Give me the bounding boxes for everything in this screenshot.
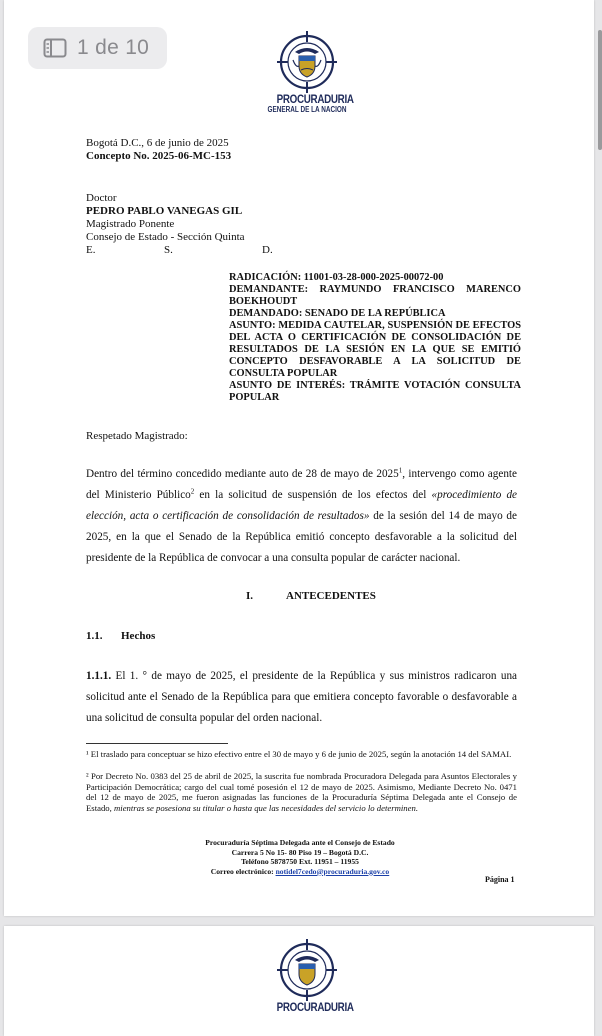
- footer-address: Carrera 5 No 15- 80 Piso 19 – Bogotá D.C.: [231, 847, 369, 857]
- page-number: Página 1: [485, 875, 515, 884]
- subsection-title: Hechos: [121, 630, 156, 642]
- footer-email-label: Correo electrónico:: [210, 866, 276, 876]
- footer-email-line: [150, 867, 450, 877]
- sidebar-toggle-icon: [43, 38, 67, 58]
- fact-paragraph: [86, 666, 517, 729]
- radicacion: RADICACIÓN: 11001-03-28-000-2025-00072-00: [229, 272, 444, 283]
- esd-e: E.: [86, 244, 96, 256]
- procuraduria-logo: [267, 30, 354, 126]
- document-page-2: [4, 926, 594, 1036]
- footnote-2-text: ² Por Decreto No. 0383 del 25 de abril de 2025, la suscrita fue nombrada Procuradora Delegada para Asuntos Electorales y Participación Democrática; cargo del cual tomé posesión el 12 de mayo de 2025. Asimismo, Mediante Decreto No. 0471 del 12 de mayo de 2025, me fueron asignadas las funciones de la Procuraduría Séptima Delegada ante el Consejo de Estado,: [86, 771, 517, 813]
- section-number: I.: [246, 590, 254, 602]
- footnote-1: ¹ El traslado para conceptuar se hizo efectivo entre el 30 de mayo y 6 de junio de 2025, según la anotación 14 del SAMAI.: [86, 749, 512, 759]
- footnote-ref-1[interactable]: 1: [398, 466, 403, 475]
- page-indicator[interactable]: [28, 27, 167, 69]
- demandante: DEMANDANTE: RAYMUNDO FRANCISCO MARENCO BOEKHOUDT: [229, 284, 521, 307]
- asunto: ASUNTO: MEDIDA CAUTELAR, SUSPENSIÓN DE EFECTOS DEL ACTA O CERTIFICACIÓN DE CONSOLIDACIÓN DE RESULTADOS DE LA SESIÓN EN LA QUE SE EMITIÓ CONCEPTO DESFAVORABLE A LA SOLICITUD DE CONSULTA POPULAR: [229, 320, 521, 379]
- greeting: Respetado Magistrado:: [86, 430, 188, 442]
- footnote-2: [86, 771, 517, 813]
- logo-title-page2: PROCURADURIA: [276, 1000, 354, 1014]
- intro-quote: «procedimiento de elección, acta o certificación de consolidación de resultados»: [86, 489, 518, 522]
- coat-of-arms-icon: [277, 938, 337, 1002]
- footer-office: Procuraduría Séptima Delegada ante el Consejo de Estado: [205, 838, 395, 847]
- section-title: ANTECEDENTES: [286, 590, 376, 602]
- procuraduria-logo-page2: [270, 938, 354, 1034]
- case-reference-block: [229, 272, 521, 404]
- concept-number: Concepto No. 2025-06-MC-153: [86, 150, 232, 162]
- recipient-name: PEDRO PABLO VANEGAS GIL: [86, 205, 243, 217]
- place-date: Bogotá D.C., 6 de junio de 2025: [86, 137, 229, 149]
- coat-of-arms-icon: [277, 30, 337, 94]
- intro-text-3: en la solicitud de suspensión de los efectos del: [194, 489, 432, 501]
- page-footer: [150, 838, 450, 876]
- intro-text-1: Dentro del término concedido mediante auto de 28 de mayo de 2025: [86, 468, 399, 480]
- logo-title: PROCURADURIA: [276, 92, 354, 106]
- page-indicator-text: 1 de 10: [77, 36, 150, 59]
- salutation-title: Doctor: [86, 192, 117, 204]
- footer-phone: Teléfono 5878750 Ext. 11951 – 11955: [241, 857, 359, 867]
- scrollbar-thumb[interactable]: [598, 30, 602, 150]
- intro-text-2: , intervengo como agente del Ministerio Público: [86, 468, 517, 501]
- logo-subtitle: GENERAL DE LA NACION: [267, 105, 347, 114]
- recipient-office: Consejo de Estado - Sección Quinta: [86, 231, 245, 243]
- footer-email-link[interactable]: notidel7cedo@procuraduria.gov.co: [275, 866, 390, 876]
- footnote-ref-2[interactable]: 2: [190, 487, 195, 496]
- footnote-divider: [86, 743, 228, 744]
- intro-text-5: de la sesión del 14 de mayo de 2025, en la que el Senado de la República emitió concepto desfavorable a la solicitud del presidente de la República de convocar a una consulta popular de carácter nacional.: [86, 510, 517, 564]
- esd-s: S.: [164, 244, 173, 256]
- fact-number: 1.1.1.: [86, 670, 112, 682]
- esd-d: D.: [262, 244, 273, 256]
- asunto-interes: ASUNTO DE INTERÉS: TRÁMITE VOTACIÓN CONSULTA POPULAR: [229, 380, 521, 403]
- subsection-number: 1.1.: [86, 630, 103, 642]
- recipient-role: Magistrado Ponente: [86, 218, 175, 230]
- fact-text: El 1. ° de mayo de 2025, el presidente de la República y sus ministros radicaron una solicitud ante el Senado de la República para que emitiera concepto favorable o desfavorable a una solicitud de consulta popular del orden nacional.: [86, 670, 517, 724]
- demandado: DEMANDADO: SENADO DE LA REPÚBLICA: [229, 308, 446, 319]
- footnote-2-italic: mientras se posesiona su titular o hasta que las necesidades del servicio lo determinen.: [114, 802, 419, 813]
- document-page-1: [4, 0, 594, 916]
- intro-paragraph: [86, 464, 517, 569]
